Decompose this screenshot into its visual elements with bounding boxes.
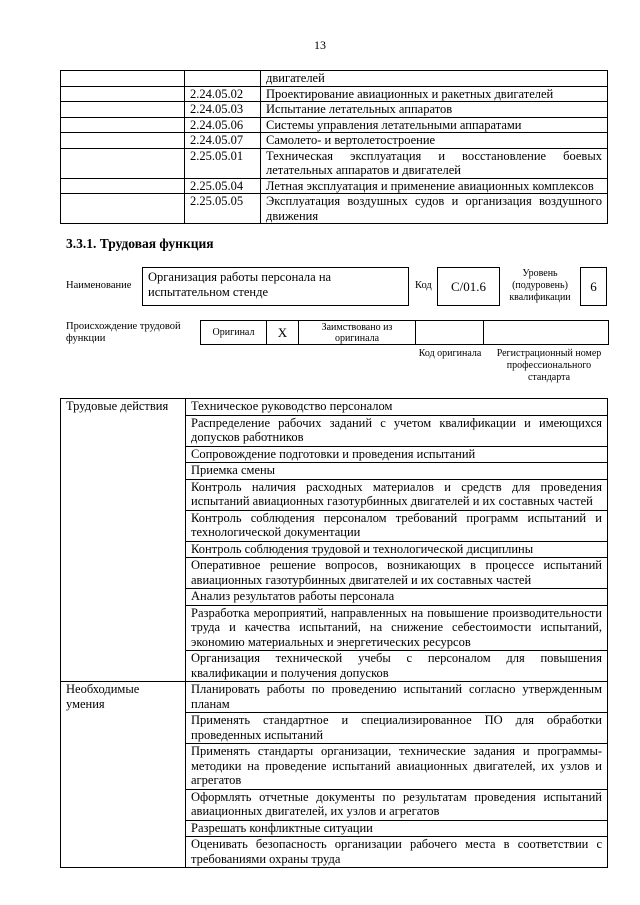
original-label: Оригинал <box>201 321 267 344</box>
labor-action: Контроль наличия расходных материалов и средств для проведения испытаний авиационных газотурбинных двигателей и их составных частей <box>186 479 608 510</box>
name-label: Наименование <box>66 280 132 291</box>
specialty-name: Проектирование авиационных и ракетных двигателей <box>261 86 608 102</box>
required-skill: Оценивать безопасность организации рабочего места в соответствии с требованиями охраны труда <box>186 837 608 868</box>
specialty-code: 2.25.05.05 <box>185 194 261 224</box>
labor-action: Контроль соблюдения персоналом требований программ испытаний и технологической документации <box>186 510 608 541</box>
skills-label: Необходимые умения <box>61 682 186 868</box>
specialty-empty-cell <box>61 178 185 194</box>
specialty-row <box>61 71 608 87</box>
function-details-table <box>60 398 608 868</box>
specialty-name: Самолето- и вертолетостроение <box>261 133 608 149</box>
borrowed-label: Заимствовано из оригинала <box>299 321 416 344</box>
specialty-code: 2.24.05.06 <box>185 117 261 133</box>
specialty-table <box>60 70 608 224</box>
specialty-name: Системы управления летательными аппаратами <box>261 117 608 133</box>
origin-label: Происхождение трудовой функции <box>66 321 181 344</box>
origin-reg-cell <box>484 321 608 344</box>
labor-action: Оперативное решение вопросов, возникающих в процессе испытаний авиационных газотурбинных двигателей и их составных частей <box>186 558 608 589</box>
specialty-row <box>61 178 608 194</box>
required-skill: Планировать работы по проведению испытаний согласно утвержденным планам <box>186 682 608 713</box>
specialty-empty-cell <box>61 102 185 118</box>
specialty-code: 2.24.05.03 <box>185 102 261 118</box>
specialty-code: 2.25.05.04 <box>185 178 261 194</box>
specialty-row <box>61 102 608 118</box>
actions-label: Трудовые действия <box>61 399 186 682</box>
specialty-name: Эксплуатация воздушных судов и организация воздушного движения <box>261 194 608 224</box>
specialty-code: 2.24.05.02 <box>185 86 261 102</box>
labor-action: Приемка смены <box>186 463 608 480</box>
specialty-empty-cell <box>61 194 185 224</box>
specialty-empty-cell <box>61 71 185 87</box>
function-code-field: С/01.6 <box>437 267 500 306</box>
function-name-field: Организация работы персонала на испытательном стенде <box>142 267 409 306</box>
specialty-name: двигателей <box>261 71 608 87</box>
origin-row <box>200 320 609 345</box>
required-skill: Применять стандартное и специализированное ПО для обработки проведенных испытаний <box>186 713 608 744</box>
specialty-row <box>61 117 608 133</box>
specialty-row <box>61 148 608 178</box>
required-skill-row <box>61 682 608 713</box>
specialty-empty-cell <box>61 86 185 102</box>
qualification-level-field: 6 <box>580 267 607 306</box>
code-label: Код <box>415 280 432 291</box>
specialty-row <box>61 194 608 224</box>
labor-action: Разработка мероприятий, направленных на повышение производительности труда и качества испытаний, на снижение себестоимости испытаний, экономию материальных и энергетических ресурсов <box>186 605 608 651</box>
labor-action: Анализ результатов работы персонала <box>186 589 608 606</box>
labor-action: Сопровождение подготовки и проведения испытаний <box>186 446 608 463</box>
specialty-row <box>61 86 608 102</box>
labor-action-row <box>61 399 608 416</box>
required-skill: Оформлять отчетные документы по результатам проведения испытаний авиационных двигателей, их узлов и агрегатов <box>186 789 608 820</box>
labor-action: Контроль соблюдения трудовой и технологической дисциплины <box>186 541 608 558</box>
section-title: 3.3.1. Трудовая функция <box>66 236 214 251</box>
required-skill: Разрешать конфликтные ситуации <box>186 820 608 837</box>
original-mark: Х <box>267 321 299 344</box>
labor-action: Организация технической учебы с персоналом для повышения квалификации и получения допусков <box>186 651 608 682</box>
specialty-code: 2.24.05.07 <box>185 133 261 149</box>
reg-caption: Регистрационный номер профессионального стандарта <box>496 348 602 383</box>
origin-code-cell <box>416 321 484 344</box>
labor-action: Распределение рабочих заданий с учетом квалификации и имеющихся допусков работников <box>186 415 608 446</box>
required-skill: Применять стандарты организации, технические задания и программы-методики на проведение испытаний авиационных двигателей, их узлов и агрегатов <box>186 744 608 790</box>
specialty-name: Техническая эксплуатация и восстановление боевых летательных аппаратов и двигателей <box>261 148 608 178</box>
level-label: Уровень (подуровень) квалификации <box>509 268 571 303</box>
labor-action: Техническое руководство персоналом <box>186 399 608 416</box>
specialty-empty-cell <box>61 148 185 178</box>
specialty-empty-cell <box>61 117 185 133</box>
specialty-code: 2.25.05.01 <box>185 148 261 178</box>
specialty-row <box>61 133 608 149</box>
specialty-code <box>185 71 261 87</box>
specialty-empty-cell <box>61 133 185 149</box>
specialty-name: Испытание летательных аппаратов <box>261 102 608 118</box>
page-number: 13 <box>314 38 326 52</box>
specialty-name: Летная эксплуатация и применение авиационных комплексов <box>261 178 608 194</box>
code-caption: Код оригинала <box>418 348 482 359</box>
